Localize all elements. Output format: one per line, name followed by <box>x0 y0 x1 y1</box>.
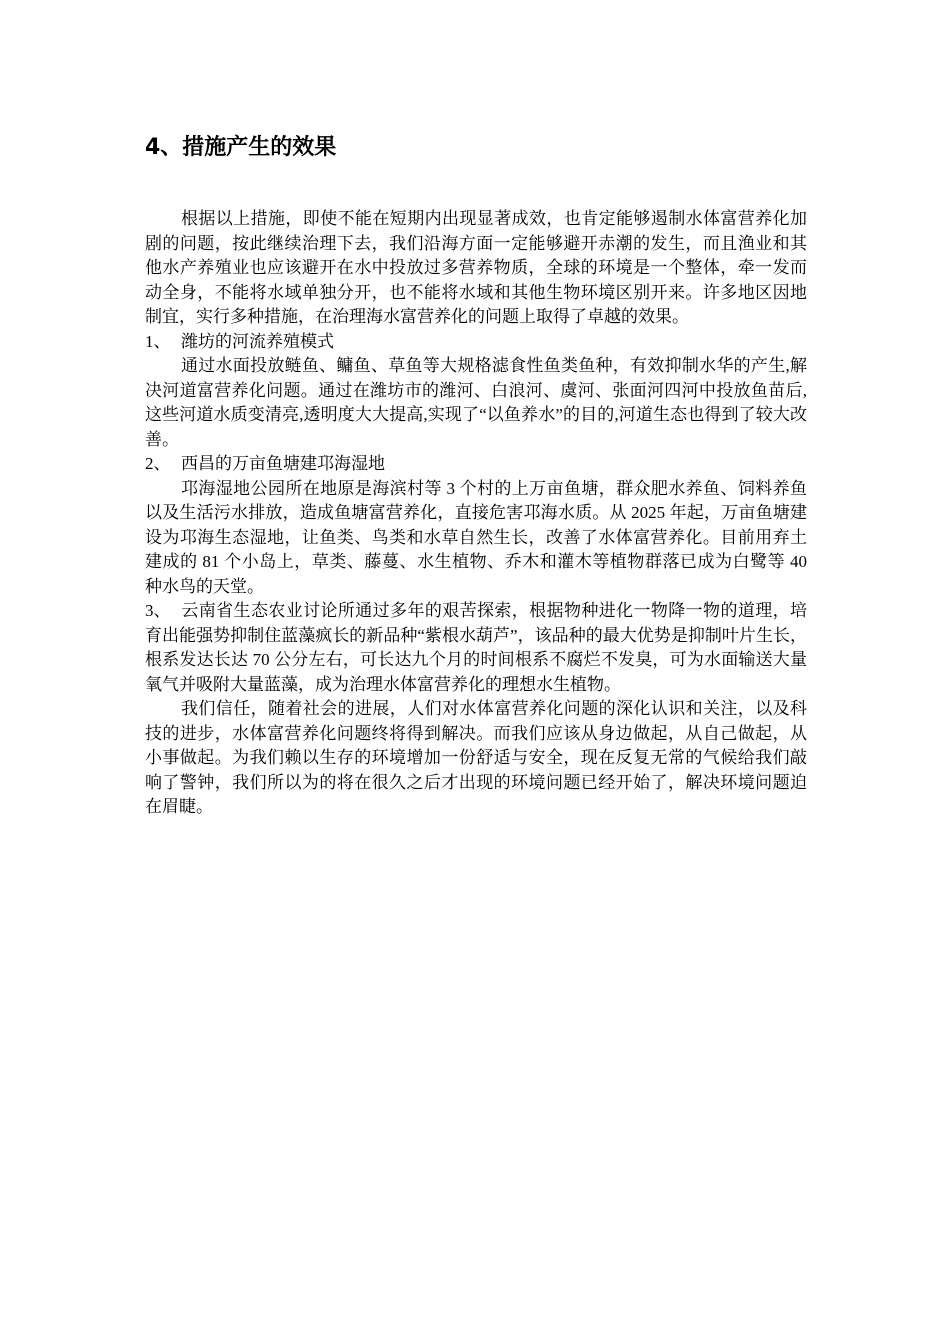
list-item-paragraph <box>145 599 807 697</box>
section-heading: 4、措施产生的效果 <box>145 135 337 160</box>
list-item-body: 邛海湿地公园所在地原是海滨村等 3 个村的上万亩鱼塘，群众肥水养鱼、饲料养鱼以及生活污水排放，造成鱼塘富营养化，直接危害邛海水质。从 2025 年起，万亩鱼塘建设为邛海生态湿地，让鱼类、鸟类和水草自然生长，改善了水体富营养化。目前用弃土建成的 81 个小岛上，草类、藤蔓、水生植物、乔木和灌木等植物群落已成为白鹭等 40 种水鸟的天堂。 <box>145 478 807 596</box>
list-item-heading <box>145 330 807 355</box>
list-item-number: 1、 <box>145 331 171 351</box>
list-item-number: 3、 <box>145 601 171 620</box>
list-item-heading <box>145 452 807 477</box>
intro-paragraph: 根据以上措施，即使不能在短期内出现显著成效，也肯定能够遏制水体富营养化加剧的问题，按此继续治理下去，我们沿海方面一定能够避开赤潮的发生，而且渔业和其他水产养殖业也应该避开在水中投放过多营养物质，全球的环境是一个整体，牵一发而动全身，不能将水域单独分开，也不能将水域和其他生物环境区别开来。许多地区因地制宜，实行多种措施，在治理海水富营养化的问题上取得了卓越的效果。 <box>145 209 807 327</box>
document-page <box>145 120 807 820</box>
list-item-text: 云南省生态农业讨论所通过多年的艰苦探索，根据物种进化一物降一物的道理，培育出能强势抑制住蓝藻疯长的新品种“紫根水葫芦”，该品种的最大优势是抑制叶片生长，根系发达长达 70 公分左右，可长达九个月的时间根系不腐烂不发臭，可为水面输送大量氧气并吸附大量蓝藻，成为治理水体富营养化的理想水生植物。 <box>145 601 807 694</box>
list-item-title: 西昌的万亩鱼塘建邛海湿地 <box>181 454 385 473</box>
list-item-body: 通过水面投放鲢鱼、鳙鱼、草鱼等大规格滤食性鱼类鱼种，有效抑制水华的产生,解决河道富营养化问题。通过在潍坊市的潍河、白浪河、虞河、张面河四河中投放鱼苗后,这些河道水质变清亮,透明度大大提高,实现了“以鱼养水”的目的,河道生态也得到了较大改善。 <box>145 356 807 449</box>
conclusion-paragraph: 我们信任，随着社会的进展，人们对水体富营养化问题的深化认识和关注，以及科技的进步，水体富营养化问题终将得到解决。而我们应该从身边做起，从自己做起，从小事做起。为我们赖以生存的环境增加一份舒适与安全，现在反复无常的气候给我们敲响了警钟，我们所以为的将在很久之后才出现的环境问题已经开始了，解决环境问题迫在眉睫。 <box>145 699 807 816</box>
list-item-title: 潍坊的河流养殖模式 <box>181 331 334 351</box>
list-item-number: 2、 <box>145 454 171 473</box>
